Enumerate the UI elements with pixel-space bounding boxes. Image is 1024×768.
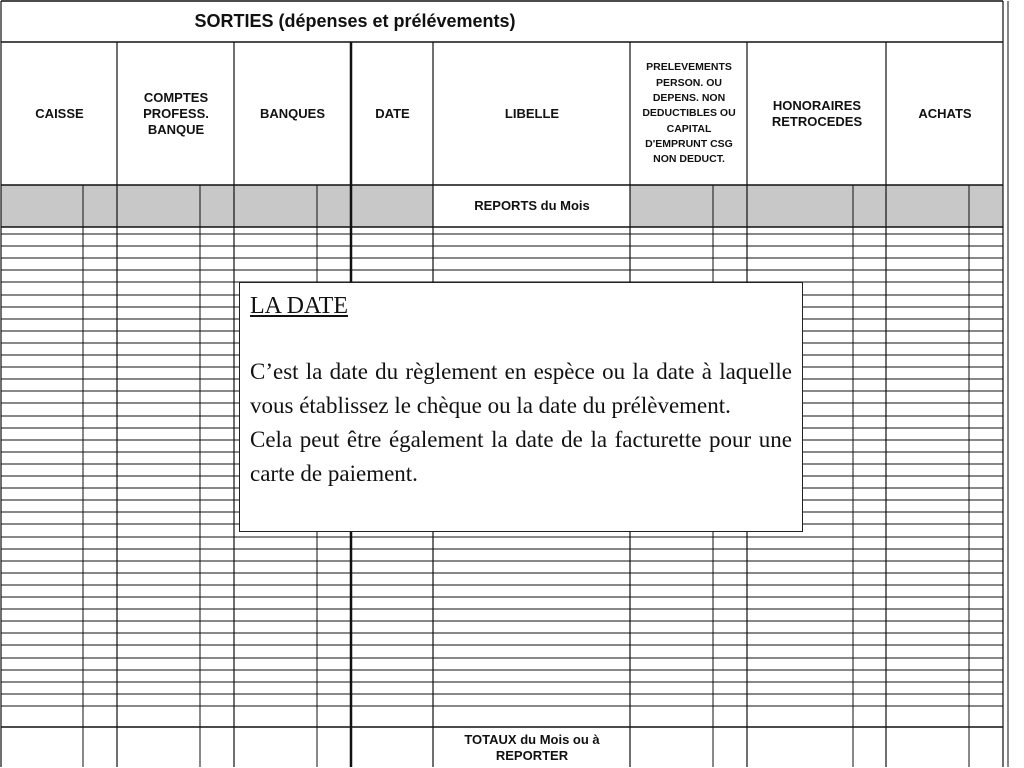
note-paragraph-2: Cela peut être également la date de la facturette pour une carte de paiement. [250, 427, 792, 486]
note-paragraph-1: C’est la date du règlement en espèce ou la date à laquelle vous établissez le chèque ou la date du prélèvement. [250, 359, 792, 418]
column-header-banques: BANQUES [259, 106, 325, 121]
report-row-fill-left [1, 185, 433, 227]
column-header-achats: ACHATS [918, 106, 972, 121]
column-header-date: DATE [375, 106, 410, 121]
column-header-libelle: LIBELLE [504, 106, 560, 121]
date-explanation-box [239, 282, 803, 532]
column-header-caisse: CAISSE [35, 106, 84, 121]
sheet-title: SORTIES (dépenses et prélévements) [194, 10, 516, 31]
report-row-fill-right [630, 185, 1003, 227]
note-title: LA DATE [250, 293, 348, 319]
reports-label: REPORTS du Mois [474, 198, 590, 213]
column-header-prelevements: PRELEVEMENTS PERSON. OU DEPENS. NON DEDUCTIBLES OU CAPITAL D'EMPRUNT CSG NON DEDUCT. [642, 61, 736, 166]
totals-label: TOTAUX du Mois ou à REPORTER [464, 731, 600, 763]
column-header-comptes-profess-banque: COMPTES PROFESS. BANQUE [143, 90, 209, 137]
column-header-honoraires-retrocedes: HONORAIRES RETROCEDES [771, 98, 863, 129]
